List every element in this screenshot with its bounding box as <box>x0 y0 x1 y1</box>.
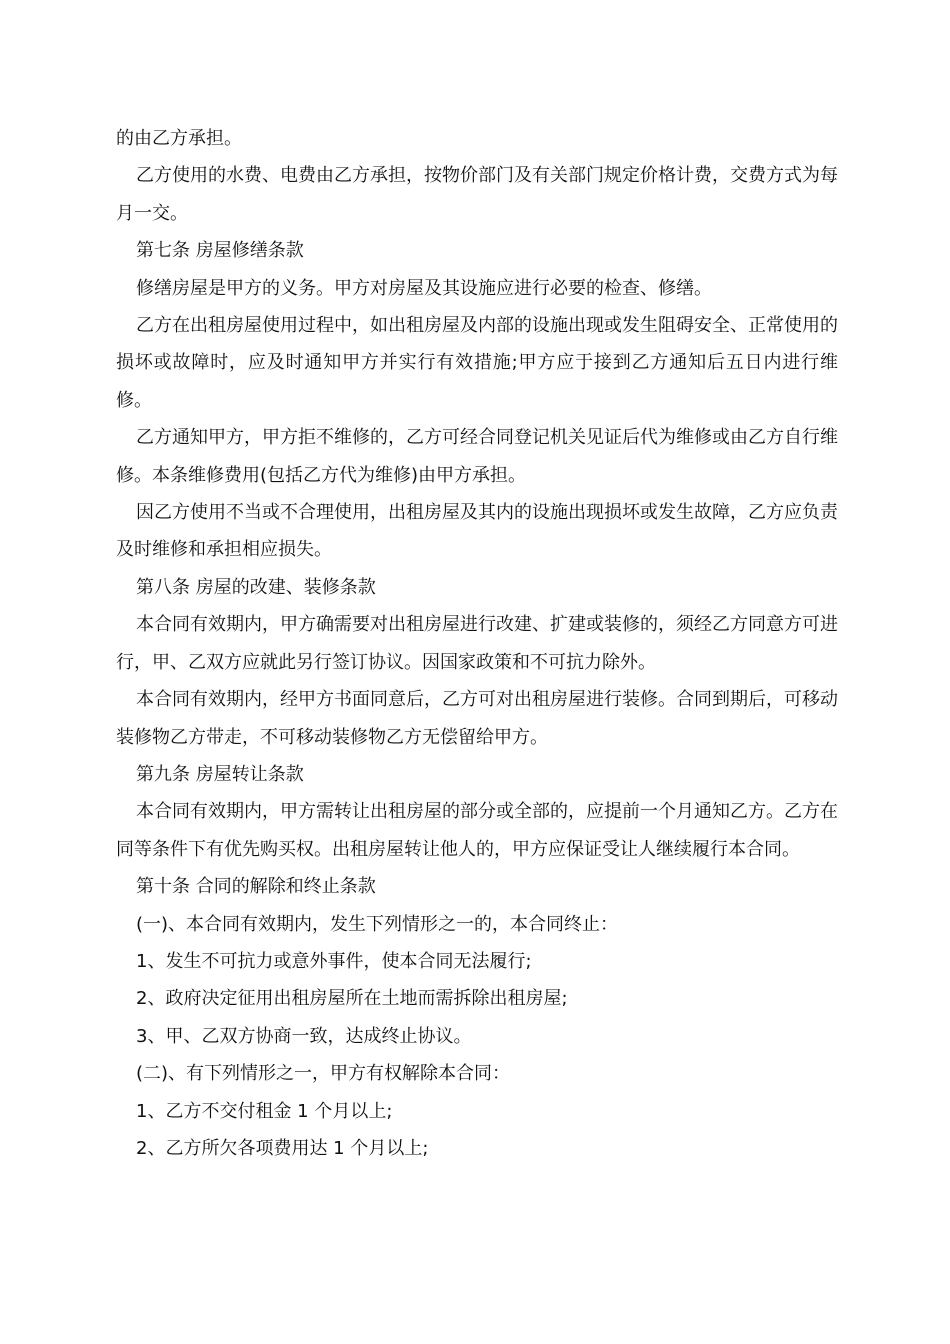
paragraph-improper-use: 因乙方使用不当或不合理使用，出租房屋及其内的设施出现损坏或发生故障，乙方应负责及时维修和承担相应损失。 <box>116 502 838 561</box>
paragraph-tenant-renovation: 本合同有效期内，经甲方书面同意后，乙方可对出租房屋进行装修。合同到期后，可移动装修物乙方带走，不可移动装修物乙方无偿留给甲方。 <box>116 689 838 748</box>
clause-termination-item-2: 2、政府决定征用出租房屋所在土地而需拆除出租房屋; <box>136 988 568 1010</box>
paragraph-repair-duty: 修缮房屋是甲方的义务。甲方对房屋及其设施应进行必要的检查、修缮。 <box>136 277 712 299</box>
paragraph-transfer: 本合同有效期内，甲方需转让出租房屋的部分或全部的，应提前一个月通知乙方。乙方在同等条件下有优先购买权。出租房屋转让他人的，甲方应保证受让人继续履行本合同。 <box>116 801 838 860</box>
paragraph-repair-notice: 乙方在出租房屋使用过程中，如出租房屋及内部的设施出现或发生阻碍安全、正常使用的损坏或故障时，应及时通知甲方并实行有效措施;甲方应于接到乙方通知后五日内进行维修。 <box>116 315 838 411</box>
article-9-heading: 第九条 房屋转让条款 <box>136 763 304 785</box>
clause-termination-item-1: 1、发生不可抗力或意外事件，使本合同无法履行; <box>136 950 532 972</box>
article-8-heading: 第八条 房屋的改建、装修条款 <box>136 576 376 598</box>
clause-rescission-intro: (二)、有下列情形之一，甲方有权解除本合同： <box>136 1063 511 1085</box>
clause-termination-item-3: 3、甲、乙双方协商一致，达成终止协议。 <box>136 1025 472 1047</box>
clause-rescission-item-2: 2、乙方所欠各项费用达 1 个月以上; <box>136 1137 429 1159</box>
article-10-heading: 第十条 合同的解除和终止条款 <box>136 876 376 898</box>
paragraph-continuation: 的由乙方承担。 <box>116 128 242 149</box>
document-body <box>116 120 838 1167</box>
paragraph-repair-refusal: 乙方通知甲方，甲方拒不维修的，乙方可经合同登记机关见证后代为维修或由乙方自行维修。本条维修费用(包括乙方代为维修)由甲方承担。 <box>116 427 838 486</box>
paragraph-utility-fees: 乙方使用的水费、电费由乙方承担，按物价部门及有关部门规定价格计费，交费方式为每月一交。 <box>116 165 838 224</box>
clause-termination-intro: (一)、本合同有效期内，发生下列情形之一的，本合同终止： <box>136 913 619 935</box>
article-7-heading: 第七条 房屋修缮条款 <box>136 240 304 262</box>
clause-rescission-item-1: 1、乙方不交付租金 1 个月以上; <box>136 1100 393 1122</box>
paragraph-landlord-renovation: 本合同有效期内，甲方确需要对出租房屋进行改建、扩建或装修的，须经乙方同意方可进行，甲、乙双方应就此另行签订协议。因国家政策和不可抗力除外。 <box>116 614 838 673</box>
